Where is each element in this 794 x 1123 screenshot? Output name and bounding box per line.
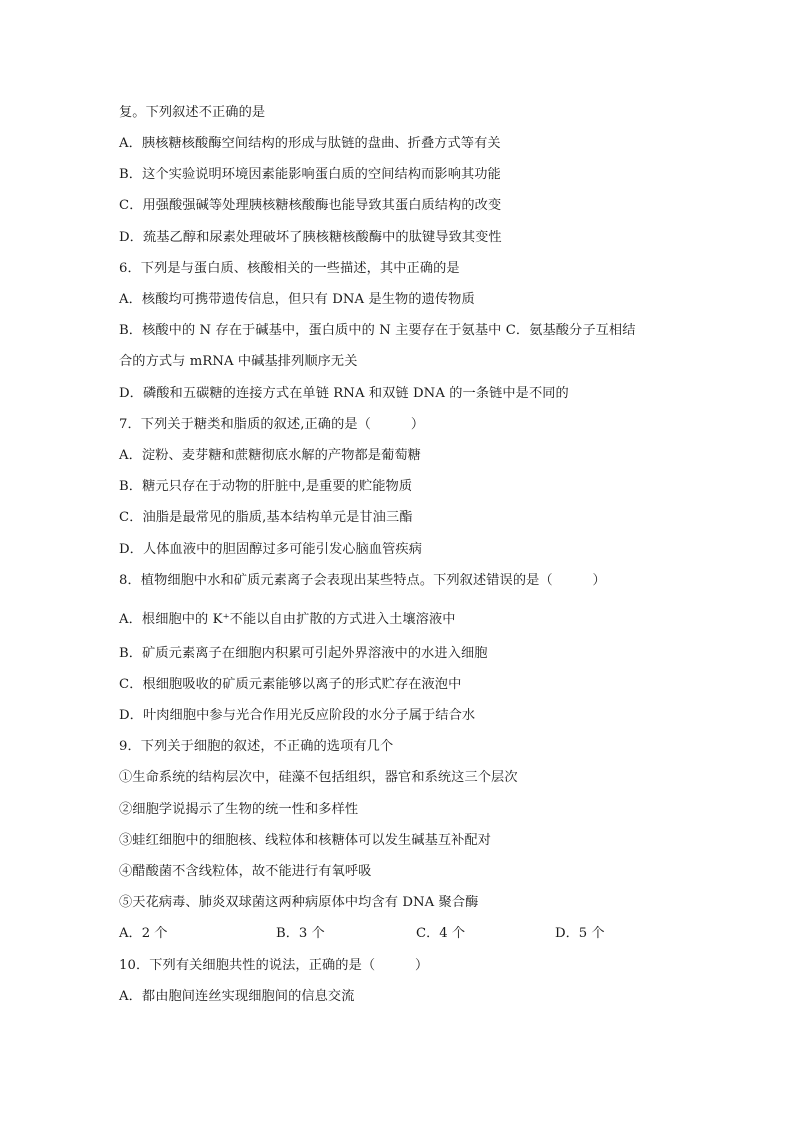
q9-option-c: C．4 个 bbox=[416, 926, 466, 941]
q10-option-a: A．都由胞间连丝实现细胞间的信息交流 bbox=[119, 989, 355, 1004]
q8-stem: 8．植物细胞中水和矿质元素离子会表现出某些特点。下列叙述错误的是（ ） bbox=[119, 573, 606, 588]
q7-stem: 7．下列关于糖类和脂质的叙述,正确的是（ ） bbox=[119, 417, 425, 432]
q9-statement-3: ③蛙红细胞中的细胞核、线粒体和核糖体可以发生碱基互补配对 bbox=[119, 833, 492, 848]
q5-stem-continuation: 复。下列叙述不正确的是 bbox=[119, 105, 266, 120]
q6-option-a: A．核酸均可携带遗传信息，但只有 DNA 是生物的遗传物质 bbox=[119, 292, 475, 307]
q5-option-b: B．这个实验说明环境因素能影响蛋白质的空间结构而影响其功能 bbox=[119, 167, 501, 182]
q9-statement-4: ④醋酸菌不含线粒体，故不能进行有氧呼吸 bbox=[119, 864, 372, 879]
q8-option-d: D．叶肉细胞中参与光合作用光反应阶段的水分子属于结合水 bbox=[119, 708, 476, 723]
q6-option-c-continuation: 合的方式与 mRNA 中碱基排列顺序无关 bbox=[119, 354, 358, 369]
q8-option-c: C．根细胞吸收的矿质元素能够以离子的形式贮存在液泡中 bbox=[119, 677, 462, 692]
q5-option-c: C．用强酸强碱等处理胰核糖核酸酶也能导致其蛋白质结构的改变 bbox=[119, 198, 502, 213]
q9-statement-5: ⑤天花病毒、肺炎双球菌这两种病原体中均含有 DNA 聚合酶 bbox=[119, 895, 479, 910]
q7-option-d: D．人体血液中的胆固醇过多可能引发心脑血管疾病 bbox=[119, 542, 422, 557]
q9-option-a: A．2 个 bbox=[119, 926, 168, 941]
q7-option-c: C．油脂是最常见的脂质,基本结构单元是甘油三酯 bbox=[119, 510, 413, 525]
q6-stem: 6．下列是与蛋白质、核酸相关的一些描述，其中正确的是 bbox=[119, 261, 460, 276]
q8-option-a: A．根细胞中的 K⁺不能以自由扩散的方式进入土壤溶液中 bbox=[119, 612, 456, 627]
q9-option-d: D．5 个 bbox=[555, 926, 605, 941]
q9-statement-1: ①生命系统的结构层次中，硅藻不包括组织，器官和系统这三个层次 bbox=[119, 770, 518, 785]
q7-option-a: A．淀粉、麦芽糖和蔗糖彻底水解的产物都是葡萄糖 bbox=[119, 448, 421, 463]
q5-option-d: D．巯基乙醇和尿素处理破坏了胰核糖核酸酶中的肽键导致其变性 bbox=[119, 230, 502, 245]
q6-option-b: B．核酸中的 N 存在于碱基中，蛋白质中的 N 主要存在于氨基中 C．氨基酸分子互相结 bbox=[119, 323, 636, 338]
q5-option-a: A．胰核糖核酸酶空间结构的形成与肽链的盘曲、折叠方式等有关 bbox=[119, 136, 501, 151]
q6-option-d: D．磷酸和五碳糖的连接方式在单链 RNA 和双链 DNA 的一条链中是不同的 bbox=[119, 386, 569, 401]
q7-option-b: B．糖元只存在于动物的肝脏中,是重要的贮能物质 bbox=[119, 479, 413, 494]
q9-statement-2: ②细胞学说揭示了生物的统一性和多样性 bbox=[119, 802, 359, 817]
q8-option-b: B．矿质元素离子在细胞内积累可引起外界溶液中的水进入细胞 bbox=[119, 646, 488, 661]
q10-stem: 10．下列有关细胞共性的说法，正确的是（ ） bbox=[119, 958, 429, 973]
q9-option-b: B．3 个 bbox=[276, 926, 325, 941]
q9-stem: 9．下列关于细胞的叙述，不正确的选项有几个 bbox=[119, 739, 394, 754]
